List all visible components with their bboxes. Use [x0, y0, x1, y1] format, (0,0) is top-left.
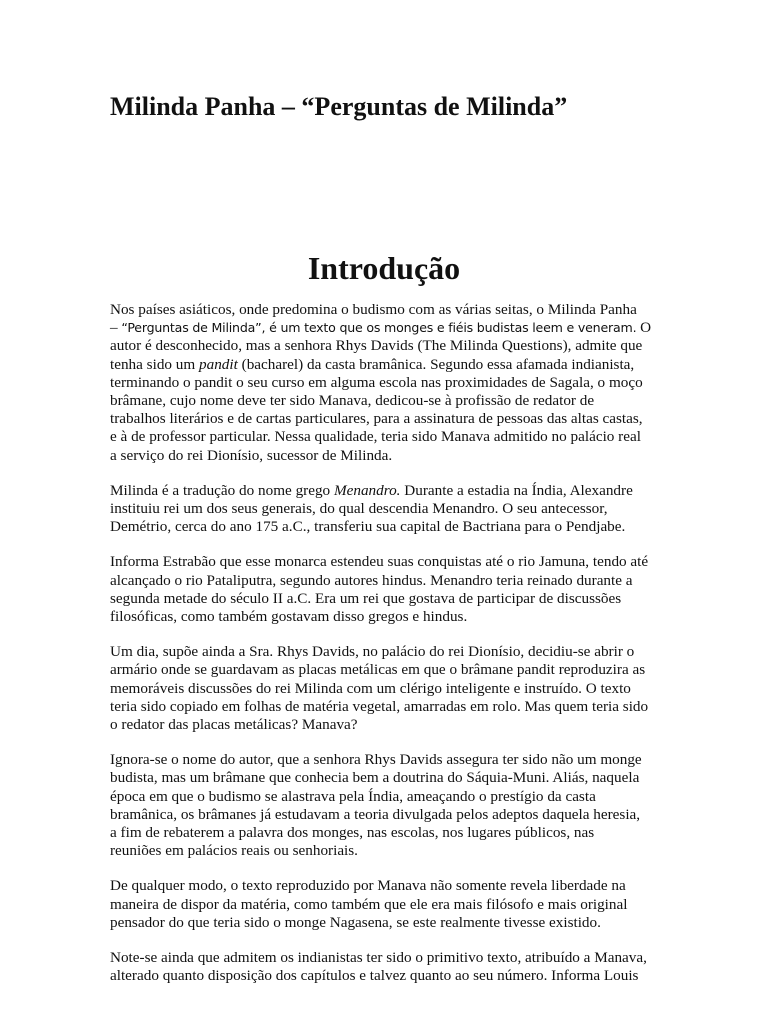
document-body	[110, 301, 660, 1003]
italic-term: Menandro.	[333, 481, 401, 499]
text-line: a fim de rebaterem a palavra dos monges, nas escolas, nos lugares públicos, nas	[110, 824, 595, 842]
text-line: Informa Estrabão que esse monarca estendeu suas conquistas até o rio Jamuna, tendo até	[110, 553, 649, 571]
paragraph-1	[110, 301, 660, 465]
text-run: “Perguntas de Milinda”, é um texto que os monges e fiéis budistas leem e veneram.	[121, 320, 637, 336]
italic-term: pandit	[199, 355, 238, 373]
text-line: maneira de dispor da matéria, como também que ele era mais filósofo e mais original	[110, 895, 628, 913]
text-line	[110, 356, 660, 374]
text-line: autor é desconhecido, mas a senhora Rhys Davids (The Milinda Questions), admite que	[110, 337, 643, 355]
text-line: budista, mas um brâmane que conhecia bem a doutrina do Sáquia-Muni. Aliás, naquela	[110, 769, 640, 787]
text-run: (bacharel) da casta bramânica. Segundo essa afamada indianista,	[237, 355, 635, 373]
paragraph-4	[110, 643, 660, 734]
paragraph-2	[110, 482, 660, 537]
text-run: tenha sido um	[110, 355, 200, 373]
text-run: Durante a estadia na Índia, Alexandre	[400, 481, 633, 499]
text-line: trabalhos literários e de cartas particulares, para a assinatura de pessoas das altas castas,	[110, 410, 643, 428]
text-run: O	[636, 319, 652, 337]
document-title: Milinda Panha – “Perguntas de Milinda”	[110, 92, 568, 121]
text-line: alterado quanto disposição dos capítulos e talvez quanto ao seu número. Informa Louis	[110, 967, 639, 985]
text-line: Demétrio, cerca do ano 175 a.C., transferiu sua capital de Bactriana para o Pendjabe.	[110, 518, 626, 536]
text-line: brâmane, cujo nome deve ter sido Manava, dedicou-se à profissão de redator de	[110, 392, 595, 410]
text-line: e à de professor particular. Nessa qualidade, teria sido Manava admitido no palácio real	[110, 428, 641, 446]
paragraph-3	[110, 553, 660, 626]
text-line: memoráveis discussões do rei Milinda com um clérigo inteligente e instruído. O texto	[110, 679, 631, 697]
text-run: –	[110, 319, 122, 337]
text-line: filosóficas, como também gostavam disso gregos e hindus.	[110, 608, 468, 626]
text-line: instituiu rei um dos seus generais, do qual descendia Menandro. O seu antecessor,	[110, 500, 608, 518]
paragraph-5	[110, 751, 660, 860]
text-line: pensador do que teria sido o monge Nagasena, se este realmente tivesse existido.	[110, 913, 601, 931]
text-line: De qualquer modo, o texto reproduzido por Manava não somente revela liberdade na	[110, 877, 626, 895]
text-line: Um dia, supõe ainda a Sra. Rhys Davids, no palácio do rei Dionísio, decidiu-se abrir o	[110, 643, 635, 661]
text-line	[110, 319, 660, 337]
text-line	[110, 482, 660, 500]
text-line: época em que o budismo se alastrava pela Índia, ameaçando o prestígio da casta	[110, 787, 596, 805]
section-heading: Introdução	[307, 250, 461, 286]
text-line: Note-se ainda que admitem os indianistas ter sido o primitivo texto, atribuído a Manava,	[110, 949, 647, 967]
text-line: armário onde se guardavam as placas metálicas em que o brâmane pandit reproduzira as	[110, 661, 646, 679]
text-line: teria sido copiado em folhas de matéria vegetal, amarradas em rolo. Mas quem teria sido	[110, 697, 649, 715]
text-line: a serviço do rei Dionísio, sucessor de Milinda.	[110, 446, 393, 464]
text-line: bramânica, os brâmanes já estudavam a teoria divulgada pelos adeptos daquela heresia,	[110, 805, 641, 823]
text-line: o redator das placas metálicas? Manava?	[110, 716, 358, 734]
text-run: Milinda é a tradução do nome grego	[110, 481, 334, 499]
text-line: Nos países asiáticos, onde predomina o budismo com as várias seitas, o Milinda Panha	[110, 301, 637, 318]
text-line: segunda metade do século II a.C. Era um rei que gostava de participar de discussões	[110, 589, 622, 607]
text-line: Ignora-se o nome do autor, que a senhora Rhys Davids assegura ter sido não um monge	[110, 751, 642, 769]
paragraph-6	[110, 877, 660, 932]
paragraph-7	[110, 949, 660, 985]
text-line: reuniões em palácios reais ou senhoriais.	[110, 842, 358, 860]
text-line: terminando o pandit o seu curso em alguma escola nas proximidades de Sagala, o moço	[110, 373, 643, 391]
text-line: alcançado o rio Pataliputra, segundo autores hindus. Menandro teria reinado durante a	[110, 571, 633, 589]
